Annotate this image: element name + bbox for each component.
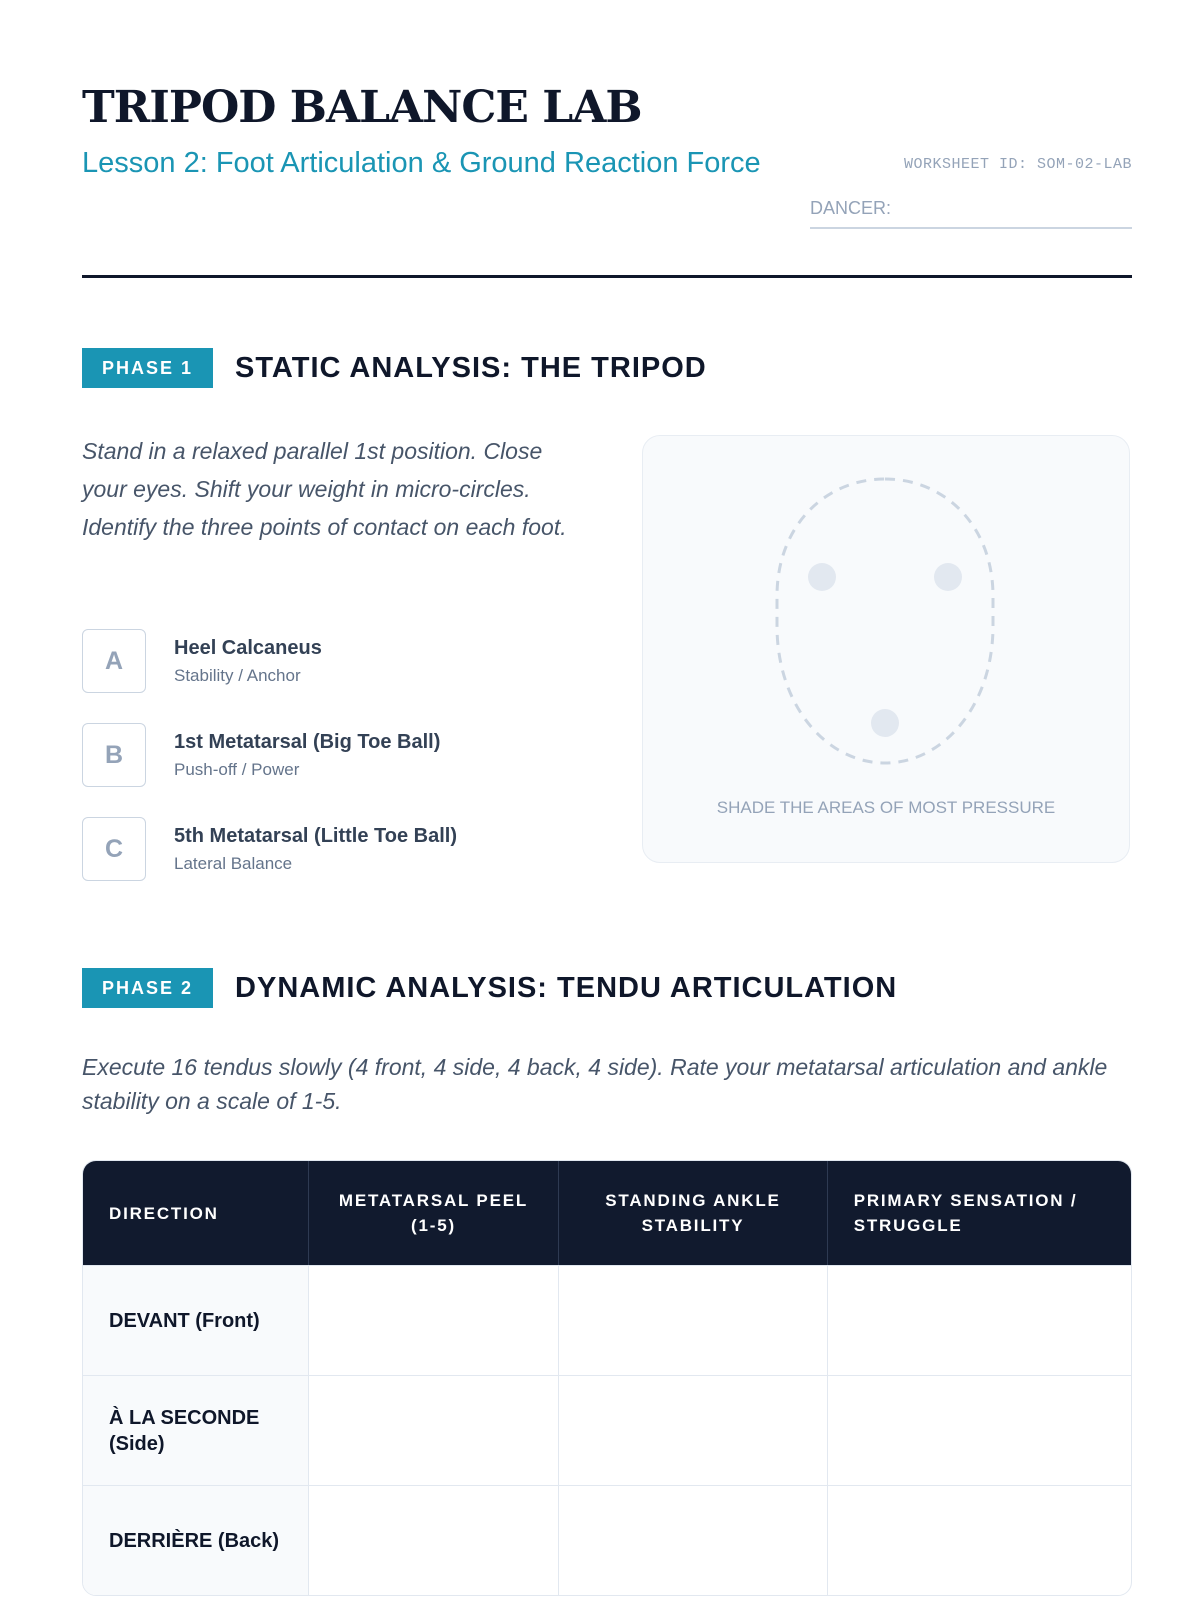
column-header: DIRECTION [83, 1161, 309, 1265]
sensation-cell[interactable] [828, 1265, 1131, 1375]
header-divider [82, 275, 1132, 278]
point-role: Stability / Anchor [174, 665, 301, 685]
foot-outline-icon [643, 436, 1131, 776]
diagram-caption: SHADE THE AREAS OF MOST PRESSURE [716, 798, 1056, 817]
contact-points-list [82, 628, 602, 910]
phase-1-instructions: Stand in a relaxed parallel 1st position. Close your eyes. Shift your weight in micro-circles. Identify the three points of contact on each foot. [82, 438, 567, 540]
phase-2-heading [82, 968, 897, 1008]
point-letter-box: A [82, 629, 146, 693]
page-title: TRIPOD BALANCE LAB [82, 82, 642, 133]
point-role: Lateral Balance [174, 853, 293, 873]
point-name: Heel Calcaneus [174, 636, 322, 659]
column-header: METATARSAL PEEL (1-5) [309, 1161, 560, 1265]
point-name: 5th Metatarsal (Little Toe Ball) [174, 824, 458, 847]
tendu-rating-table [82, 1160, 1132, 1596]
metatarsal-peel-cell[interactable] [309, 1265, 560, 1375]
direction-cell: DERRIÈRE (Back) [83, 1485, 309, 1595]
contact-point [82, 722, 602, 788]
table-header-row [83, 1161, 1131, 1265]
sensation-cell[interactable] [828, 1485, 1131, 1595]
point-letter-box: B [82, 723, 146, 787]
point-name: 1st Metatarsal (Big Toe Ball) [174, 730, 441, 753]
sensation-cell[interactable] [828, 1375, 1131, 1485]
ankle-stability-cell[interactable] [559, 1485, 827, 1595]
point-letter-box: C [82, 817, 146, 881]
table-row [83, 1485, 1131, 1595]
column-header: STANDING ANKLE STABILITY [559, 1161, 827, 1265]
column-header: PRIMARY SENSATION / STRUGGLE [828, 1161, 1131, 1265]
phase-2-title: DYNAMIC ANALYSIS: TENDU ARTICULATION [235, 971, 898, 1004]
direction-cell: À LA SECONDE (Side) [83, 1375, 309, 1485]
ankle-stability-cell[interactable] [559, 1375, 827, 1485]
foot-pressure-diagram[interactable] [642, 435, 1130, 863]
phase-1-heading [82, 348, 707, 388]
point-role: Push-off / Power [174, 759, 300, 779]
pressure-point-heel [871, 709, 899, 737]
lesson-subtitle: Lesson 2: Foot Articulation & Ground Reaction Force [82, 147, 761, 179]
phase-1-badge: PHASE 1 [82, 348, 213, 388]
direction-cell: DEVANT (Front) [83, 1265, 309, 1375]
dancer-label: DANCER: [810, 198, 892, 218]
pressure-point-little-toe [934, 563, 962, 591]
contact-point [82, 816, 602, 882]
contact-point [82, 628, 602, 694]
worksheet-id: WORKSHEET ID: SOM-02-LAB [903, 156, 1132, 173]
phase-1-title: STATIC ANALYSIS: THE TRIPOD [235, 351, 707, 384]
metatarsal-peel-cell[interactable] [309, 1375, 560, 1485]
table-row [83, 1265, 1131, 1375]
metatarsal-peel-cell[interactable] [309, 1485, 560, 1595]
ankle-stability-cell[interactable] [559, 1265, 827, 1375]
table-row [83, 1375, 1131, 1485]
dancer-name-field[interactable] [810, 198, 1132, 229]
phase-2-instructions: Execute 16 tendus slowly (4 front, 4 side, 4 back, 4 side). Rate your metatarsal articulation and ankle stability on a scale of 1-5. [82, 1054, 1108, 1114]
pressure-point-big-toe [808, 563, 836, 591]
phase-2-badge: PHASE 2 [82, 968, 213, 1008]
